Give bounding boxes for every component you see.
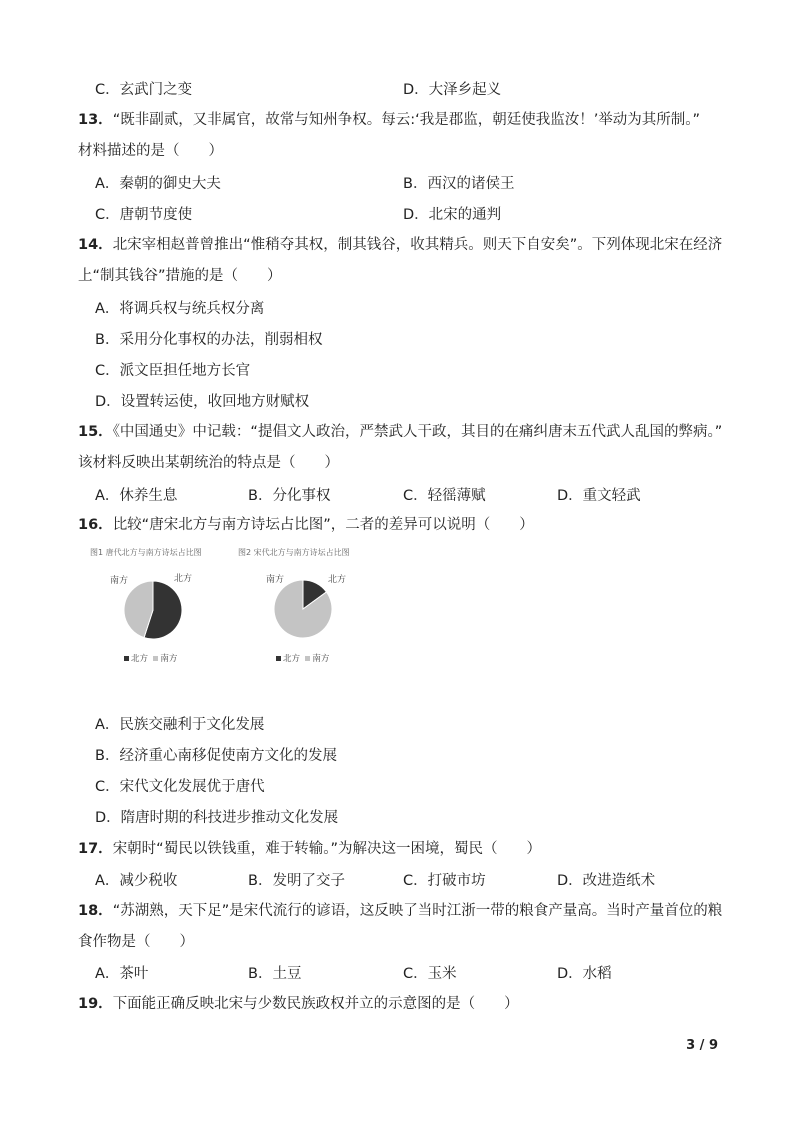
- legend-south: 南方: [160, 654, 178, 664]
- question-text: 下面能正确反映北宋与少数民族政权并立的示意图的是（ ）: [112, 996, 519, 1012]
- q16-stem-line1: [78, 515, 534, 535]
- q17-option-c: C．打破市坊: [403, 873, 486, 889]
- q15-stem-line1: [78, 422, 722, 442]
- q18-stem-line1: [78, 901, 722, 921]
- question-number: 15．: [78, 424, 113, 440]
- question-text: “既非副贰，又非属官，故常与知州争权。每云:‘我是郡监，朝廷使我监汝！’举动为其所制。”: [112, 112, 701, 128]
- q14-stem-line1: [78, 235, 722, 255]
- q16-option-a: A．民族交融利于文化发展: [95, 717, 265, 733]
- q18-option-d: D．水稻: [557, 966, 612, 982]
- q16-option-d: D．隋唐时期的科技进步推动文化发展: [95, 810, 339, 826]
- chart1-legend: [124, 652, 177, 664]
- q15-option-a: A．休养生息: [95, 488, 178, 504]
- q17-option-a: A．减少税收: [95, 873, 178, 889]
- q14-option-b: B．采用分化事权的办法，削弱相权: [95, 332, 323, 348]
- q17-stem-line1: [78, 839, 541, 859]
- q16-option-b: B．经济重心南移促使南方文化的发展: [95, 748, 337, 764]
- question-number: 13．: [78, 112, 113, 128]
- question-text: 宋朝时“蜀民以铁钱重，难于转输。”为解决这一困境，蜀民（ ）: [112, 841, 541, 857]
- q13-option-b: B．西汉的诸侯王: [403, 176, 515, 192]
- legend-swatch-north: [124, 656, 129, 661]
- q18-option-c: C．玉米: [403, 966, 457, 982]
- chart2-title: 图2 宋代北方与南方诗坛占比图: [238, 548, 350, 557]
- q13-option-a: A．秦朝的御史大夫: [95, 176, 221, 192]
- q12-option-d: D．大泽乡起义: [403, 82, 502, 98]
- q12-option-c: C．玄武门之变: [95, 82, 193, 98]
- q14-option-d: D．设置转运使，收回地方财赋权: [95, 394, 310, 410]
- poetry-pie-figure: [90, 542, 462, 668]
- chart1-label-north: 北方: [174, 574, 193, 584]
- legend-swatch-south: [153, 656, 158, 661]
- question-number: 14．: [78, 237, 113, 253]
- q14-option-c: C．派文臣担任地方长官: [95, 363, 251, 379]
- q17-option-d: D．改进造纸术: [557, 873, 656, 889]
- question-number: 17．: [78, 841, 113, 857]
- legend-north: 北方: [283, 654, 301, 664]
- chart1-title: 图1 唐代北方与南方诗坛占比图: [90, 548, 202, 557]
- question-number: 18．: [78, 903, 113, 919]
- page-number: 3 / 9: [686, 1038, 718, 1053]
- q13-option-d: D．北宋的通判: [403, 207, 502, 223]
- question-text: 比较“唐宋北方与南方诗坛占比图”，二者的差异可以说明（ ）: [112, 517, 534, 533]
- q18-stem-line2: 食作物是（ ）: [78, 934, 194, 950]
- q13-stem-line1: [78, 110, 700, 130]
- question-text: “苏湖熟，天下足”是宋代流行的谚语，这反映了当时江浙一带的粮食产量高。当时产量首位的粮: [112, 903, 723, 919]
- q17-option-b: B．发明了交子: [248, 873, 345, 889]
- q15-option-d: D．重文轻武: [557, 488, 641, 504]
- question-number: 16．: [78, 517, 113, 533]
- q16-option-c: C．宋代文化发展优于唐代: [95, 779, 265, 795]
- question-text: 《中国通史》中记载：“提倡文人政治，严禁武人干政，其目的在痛纠唐末五代武人乱国的弊病。”: [112, 424, 723, 440]
- chart2-label-north: 北方: [328, 575, 347, 585]
- q14-option-a: A．将调兵权与统兵权分离: [95, 301, 265, 317]
- q18-option-a: A．茶叶: [95, 966, 149, 982]
- q15-option-b: B．分化事权: [248, 488, 331, 504]
- chart1-label-south: 南方: [110, 576, 129, 586]
- q13-stem-line2: 材料描述的是（ ）: [78, 143, 223, 159]
- pie-charts-svg: [90, 542, 462, 668]
- q19-stem-line1: [78, 994, 519, 1014]
- legend-north: 北方: [131, 654, 149, 664]
- q15-option-c: C．轻徭薄赋: [403, 488, 486, 504]
- chart2-legend: [276, 652, 329, 664]
- q13-option-c: C．唐朝节度使: [95, 207, 193, 223]
- legend-swatch-south: [305, 656, 310, 661]
- question-text: 北宋宰相赵普曾推出“惟稍夺其权，制其钱谷，收其精兵。则天下自安矣”。下列体现北宋在经济: [112, 237, 723, 253]
- legend-south: 南方: [312, 654, 330, 664]
- q18-option-b: B．土豆: [248, 966, 302, 982]
- q14-stem-line2: 上“制其钱谷”措施的是（ ）: [78, 268, 282, 284]
- question-number: 19．: [78, 996, 113, 1012]
- legend-swatch-north: [276, 656, 281, 661]
- q15-stem-line2: 该材料反映出某朝统治的特点是（ ）: [78, 455, 339, 471]
- chart2-label-south: 南方: [266, 575, 285, 585]
